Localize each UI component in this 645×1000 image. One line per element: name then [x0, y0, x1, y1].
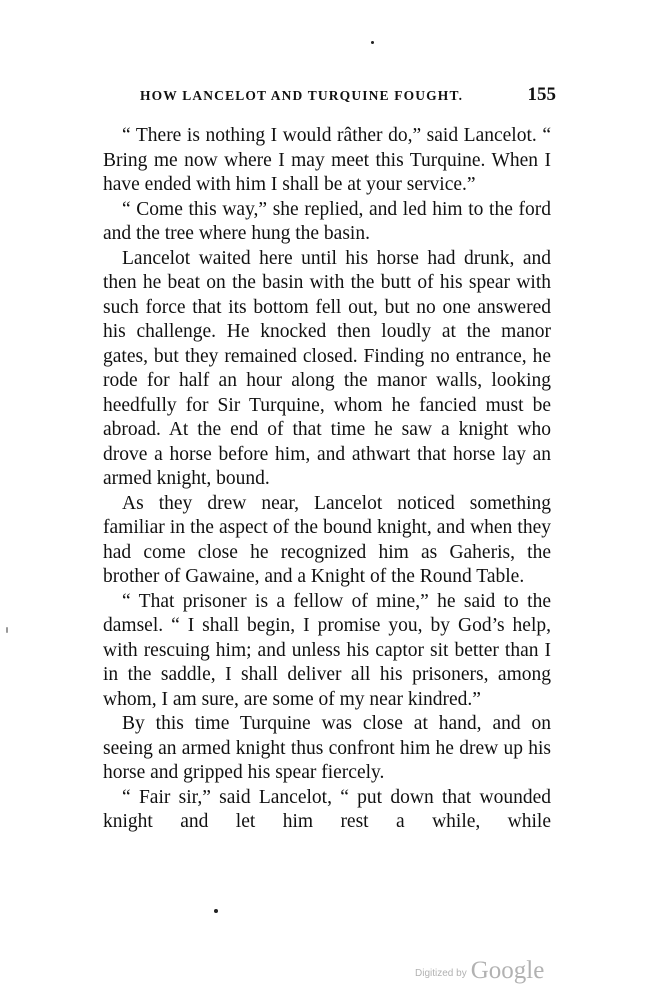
digitized-by-text: Digitized by — [415, 968, 467, 979]
paragraph: “ That prisoner is a fellow of mine,” he said to the damsel. “ I shall begin, I promise you, by God’s help, with rescuing him; and unless his captor sit better than I in the saddle, I shall deliver all his prisoners, among whom, I am sure, are some of my near kindred.” — [103, 590, 551, 710]
paragraph: “ Come this way,” she replied, and led him to the ford and the tree where hung the basin. — [103, 198, 551, 244]
page-number: 155 — [527, 84, 556, 105]
bottom-speck — [214, 909, 218, 913]
top-speck — [371, 41, 374, 44]
left-margin-mark — [6, 627, 8, 633]
paragraph: By this time Turquine was close at hand, and on seeing an armed knight thus confront him he drew up his horse and gripped his spear fiercely. — [103, 713, 551, 783]
paragraph: Lancelot waited here until his horse had drunk, and then he beat on the basin with the butt of his spear with such force that its bottom fell out, but no one answered his challenge. He knocked then loudly at the manor gates, but they remained closed. Finding no entrance, he rode for half an hour along the manor walls, looking heedfully for Sir Turquine, whom he fancied must be abroad. At the end of that time he saw a knight who drove a horse before him, and athwart that horse lay an armed knight, bound. — [103, 247, 551, 489]
paragraph: “ There is nothing I would râther do,” said Lancelot. “ Bring me now where I may meet this Turquine. When I have ended with him I shall be at your service.” — [103, 125, 551, 195]
running-title: HOW LANCELOT AND TURQUINE FOUGHT. — [140, 88, 464, 103]
google-logo: Google — [470, 957, 545, 984]
paragraph: “ Fair sir,” said Lancelot, “ put down that wounded knight and let him rest a while, while — [103, 786, 551, 832]
running-header — [140, 84, 556, 106]
paragraph: As they drew near, Lancelot noticed something familiar in the aspect of the bound knight, and when they had come close he recognized him as Gaheris, the brother of Gawaine, and a Knight of the Round Table. — [103, 492, 551, 587]
digitization-watermark — [415, 951, 565, 985]
body-text — [103, 124, 551, 835]
